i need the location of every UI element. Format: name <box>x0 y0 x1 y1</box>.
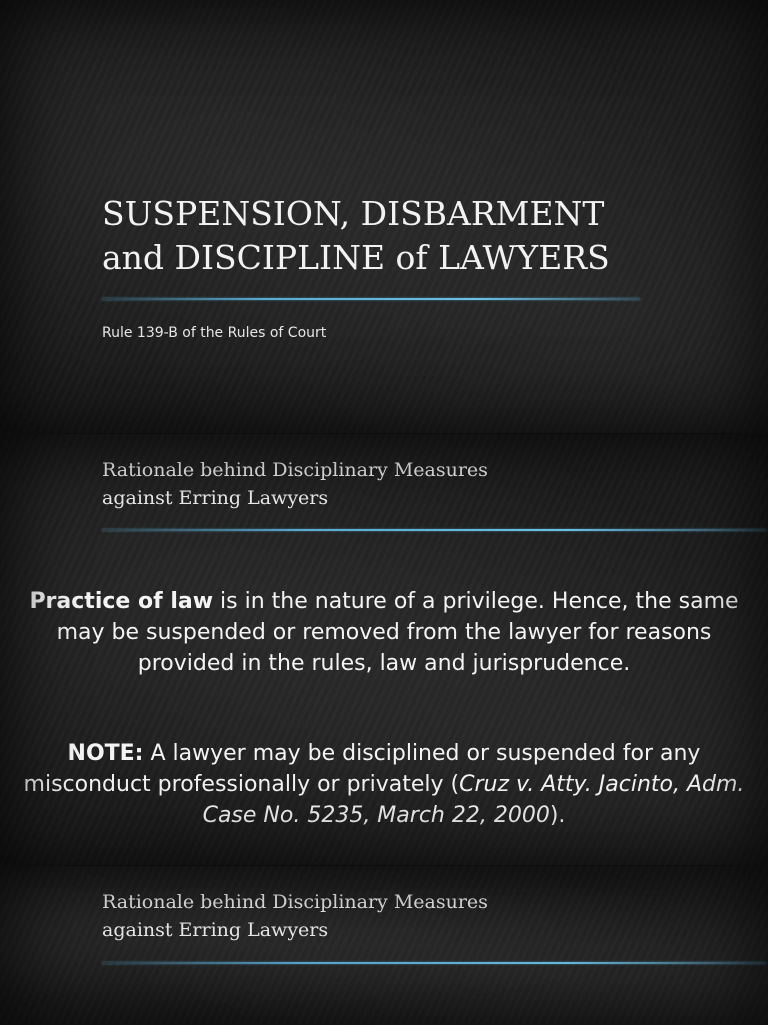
note-label: NOTE: <box>67 741 144 766</box>
heading-divider <box>102 529 766 531</box>
practice-of-law-term: Practice of law <box>29 589 214 614</box>
practice-paragraph-text: is in the nature of a privilege. Hence, the same may be suspended or removed from the lawyer for reasons provided in the rules, law and jurisprudence. <box>56 589 739 676</box>
heading-line-1: Rationale behind Disciplinary Measures <box>102 459 488 481</box>
title-line-2: and DISCIPLINE of LAWYERS <box>102 238 610 277</box>
section-heading <box>102 456 722 512</box>
practice-paragraph <box>20 586 748 679</box>
note-text: A lawyer may be disciplined or suspended for any misconduct professionally or privately ( <box>23 741 701 797</box>
title-slide <box>0 0 768 433</box>
rationale-slide <box>0 433 768 866</box>
rationale-slide-continued <box>0 865 768 1025</box>
title-line-1: SUSPENSION, DISBARMENT <box>102 194 605 233</box>
heading-line-1: Rationale behind Disciplinary Measures <box>102 891 488 913</box>
note-paragraph <box>20 738 748 831</box>
heading-line-2: against Erring Lawyers <box>102 919 329 941</box>
heading-line-2: against Erring Lawyers <box>102 487 329 509</box>
slide-subtitle: Rule 139-B of the Rules of Court <box>102 325 327 341</box>
case-citation: Cruz v. Atty. Jacinto, Adm. Case No. 5235, March 22, 2000 <box>202 772 745 828</box>
heading-divider <box>102 962 766 964</box>
section-heading <box>102 888 722 944</box>
title-divider <box>102 298 640 300</box>
slide-title <box>102 192 702 280</box>
note-end: ). <box>549 803 566 828</box>
